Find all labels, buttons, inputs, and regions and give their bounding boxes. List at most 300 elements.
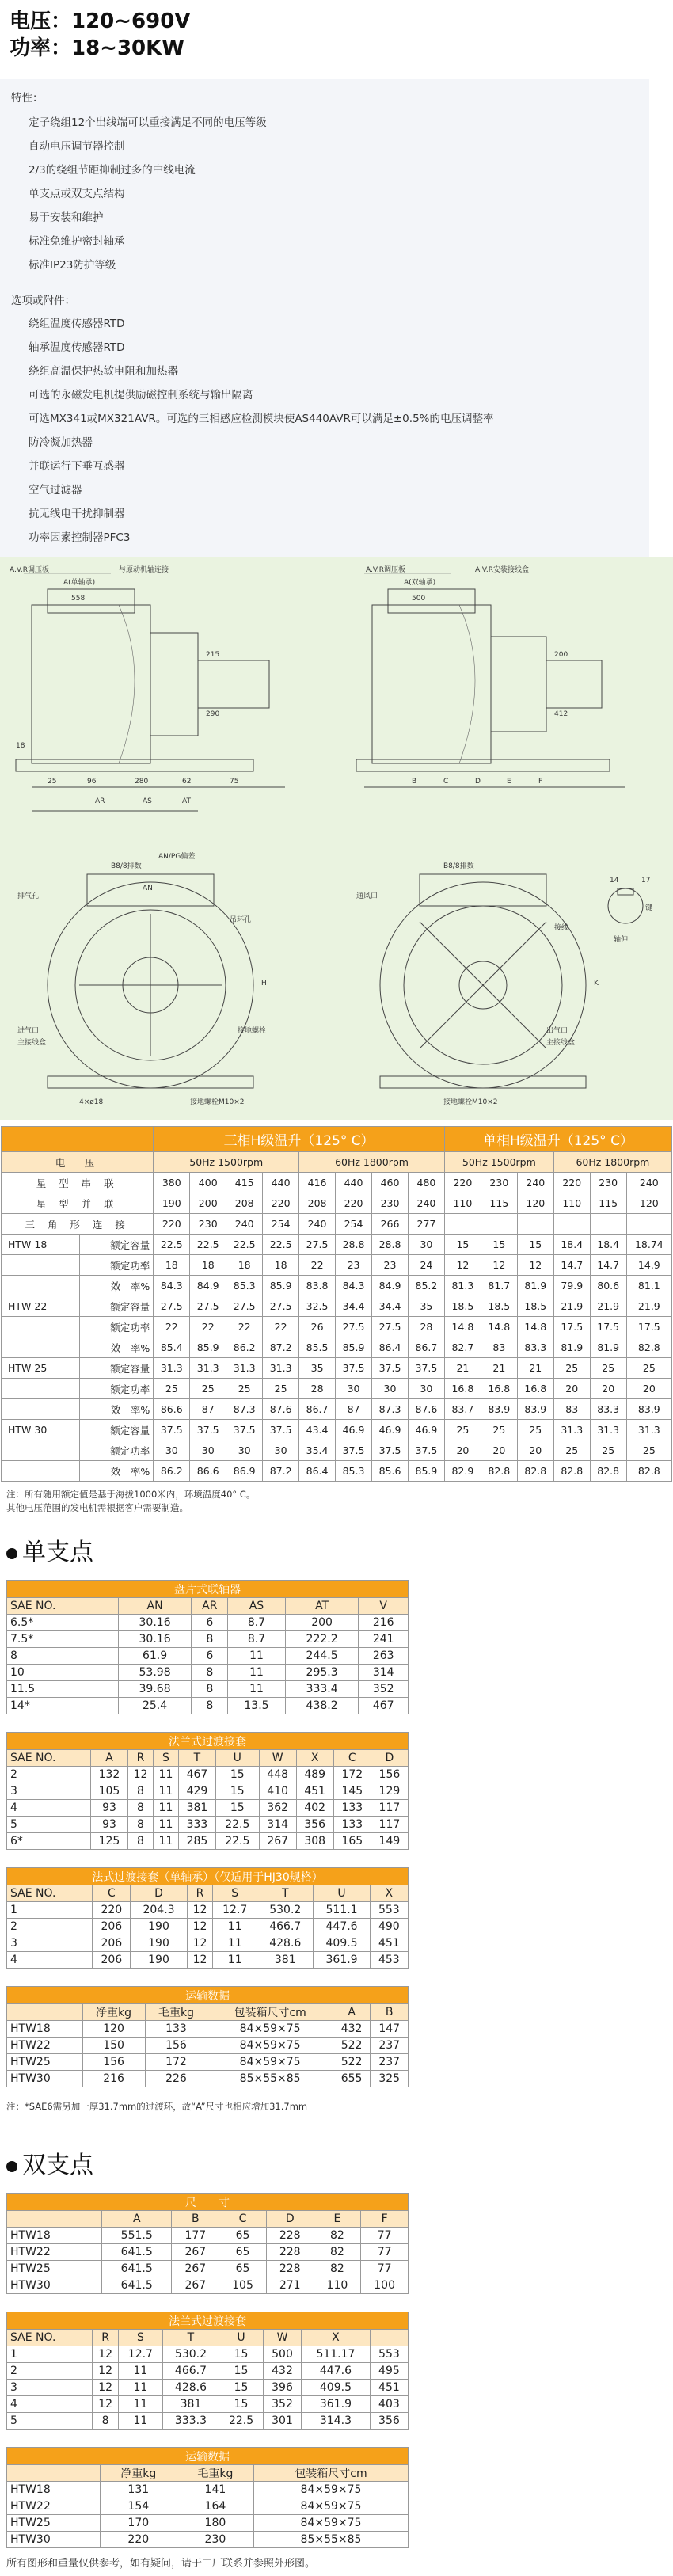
drawing-label-b8: B8/8排数 <box>111 862 142 870</box>
table-cell: 228 <box>266 2244 314 2261</box>
perf-cell: 25 <box>481 1420 517 1440</box>
perf-cell: 35 <box>408 1296 444 1317</box>
table-header-cell <box>7 2465 101 2482</box>
table-cell: 61.9 <box>118 1648 192 1665</box>
perf-cell: 85.9 <box>263 1276 299 1296</box>
perf-cell: 34.4 <box>336 1296 372 1317</box>
perf-row <box>2 1214 672 1235</box>
perf-cell: 220 <box>553 1173 590 1193</box>
perf-cell: 28 <box>408 1317 444 1337</box>
drawing-dim-412: 412 <box>554 710 568 718</box>
table-cell: 2 <box>7 1919 93 1935</box>
table-header-cell: A <box>90 1750 127 1767</box>
perf-param-label: 额定功率 <box>79 1440 153 1461</box>
perf-row <box>2 1337 672 1358</box>
perf-cell: 18 <box>226 1255 263 1276</box>
table-cell: 356 <box>370 2413 408 2430</box>
perf-cell: 25 <box>553 1440 590 1461</box>
table-header-cell: SAE NO. <box>7 2330 93 2346</box>
perf-model-blank <box>2 1399 80 1420</box>
table-cell: 8 <box>128 1833 154 1850</box>
perf-cell: 230 <box>190 1214 226 1235</box>
table-cell: 12 <box>93 2346 119 2363</box>
perf-cell <box>444 1214 481 1235</box>
table-cell: 180 <box>177 2515 253 2532</box>
perf-cell: 22.5 <box>190 1235 226 1255</box>
table-caption: 运输数据 <box>7 2448 409 2465</box>
table-row <box>7 1648 409 1665</box>
perf-param-label: 额定容量 <box>79 1235 153 1255</box>
perf-cell: 27.5 <box>372 1317 409 1337</box>
table-cell: 8 <box>192 1631 228 1648</box>
single-bearing-title-text: 单支点 <box>22 1539 93 1566</box>
table-cell: 228 <box>266 2261 314 2277</box>
perf-cell: 20 <box>517 1440 553 1461</box>
table-cell: 237 <box>371 2054 409 2071</box>
table-row <box>7 2413 409 2430</box>
perf-cell: 14.8 <box>517 1317 553 1337</box>
table-header-row <box>7 1598 409 1615</box>
table-cell: 641.5 <box>102 2244 172 2261</box>
drawing-dim-b: B <box>412 778 417 786</box>
perf-cell: 208 <box>299 1193 336 1214</box>
table-cell: 7.5* <box>7 1631 119 1648</box>
table-header-cell: AN <box>118 1598 192 1615</box>
table-cell: 267 <box>172 2277 219 2294</box>
perf-body <box>2 1173 672 1482</box>
perf-model-name: HTW 25 <box>2 1358 80 1379</box>
perf-cell: 31.3 <box>154 1358 190 1379</box>
perf-cell: 120 <box>626 1193 671 1214</box>
table-cell: HTW30 <box>7 2277 102 2294</box>
perf-cell: 240 <box>299 1214 336 1235</box>
option-item: 防冷凝加热器 <box>29 436 93 449</box>
table-caption: 运输数据 <box>7 1987 409 2004</box>
perf-cell: 18 <box>154 1255 190 1276</box>
table-header-cell: U <box>216 1750 260 1767</box>
table-header-cell: 毛重kg <box>145 2004 207 2021</box>
perf-cell: 86.4 <box>372 1337 409 1358</box>
table-cell: 53.98 <box>118 1665 192 1681</box>
table-cell: 15 <box>216 1783 260 1800</box>
perf-cell: 80.6 <box>590 1276 626 1296</box>
perf-model-blank <box>2 1276 80 1296</box>
table-header-cell: T <box>257 1885 314 1902</box>
table-caption: 法兰式过渡接套 <box>7 1733 409 1750</box>
perf-cell: 27.5 <box>190 1296 226 1317</box>
perf-cell: 31.3 <box>553 1420 590 1440</box>
table-cell: 438.2 <box>285 1698 359 1714</box>
table-cell: 77 <box>361 2261 409 2277</box>
perf-cell: 37.5 <box>408 1358 444 1379</box>
perf-freq-2: 60Hz 1800rpm <box>299 1152 445 1173</box>
table-caption: 法兰式过渡接套 <box>7 2312 409 2330</box>
table-cell: 267 <box>259 1833 296 1850</box>
table-cell: 220 <box>93 1902 131 1919</box>
perf-cell: 27.5 <box>263 1296 299 1317</box>
perf-voltage-head: 电 压 <box>2 1152 154 1173</box>
feature-item: 易于安装和维护 <box>29 211 104 224</box>
table-row <box>7 1615 409 1631</box>
perf-cell: 31.3 <box>590 1420 626 1440</box>
drawing-label-b8-2: B8/8排数 <box>443 862 474 870</box>
table-cell: 447.6 <box>302 2363 371 2380</box>
perf-cell: 85.5 <box>299 1337 336 1358</box>
table-header-row <box>7 1750 409 1767</box>
table-header-cell: S <box>118 2330 162 2346</box>
table-cell: 361.9 <box>302 2396 371 2413</box>
performance-table <box>1 1126 672 1482</box>
table-cell: 333.3 <box>162 2413 219 2430</box>
perf-cell: 12 <box>517 1255 553 1276</box>
table-cell: 530.2 <box>257 1902 314 1919</box>
perf-cell: 23 <box>372 1255 409 1276</box>
table-header-cell: X <box>296 1750 333 1767</box>
perf-cell: 18.5 <box>517 1296 553 1317</box>
perf-cell: 84.9 <box>372 1276 409 1296</box>
drawing-label-lug: 接地螺栓M10×2 <box>190 1098 245 1106</box>
table-row <box>7 2228 409 2244</box>
perf-cell: 27.5 <box>336 1317 372 1337</box>
options-title: 选项或附件： <box>11 295 75 307</box>
table-row <box>7 1767 409 1783</box>
table-header-cell: 毛重kg <box>177 2465 253 2482</box>
perf-cell: 14.8 <box>481 1317 517 1337</box>
perf-cell: 83.9 <box>481 1399 517 1420</box>
feature-item: 自动电压调节器控制 <box>29 140 125 153</box>
perf-cell: 84.9 <box>190 1276 226 1296</box>
perf-cell: 208 <box>226 1193 263 1214</box>
perf-cell: 200 <box>190 1193 226 1214</box>
table-caption: 尺 寸 <box>7 2194 409 2211</box>
table-cell: 511.1 <box>314 1902 370 1919</box>
table-cell: 105 <box>90 1783 127 1800</box>
option-item: 可选的永磁发电机提供励磁控制系统与输出隔离 <box>29 389 253 401</box>
table-cell: HTW18 <box>7 2021 83 2038</box>
table-cell: 285 <box>178 1833 215 1850</box>
table-cell: 133 <box>333 1800 371 1817</box>
perf-cell: 27.5 <box>299 1235 336 1255</box>
perf-cell: 82.8 <box>626 1461 671 1482</box>
table-cell: 177 <box>172 2228 219 2244</box>
table-header-cell: D <box>371 1750 408 1767</box>
table-cell: 12 <box>187 1952 213 1969</box>
table-caption: 盘片式联轴器 <box>7 1581 409 1598</box>
perf-cell: 83.9 <box>517 1399 553 1420</box>
table-cell: 432 <box>333 2021 371 2038</box>
perf-cell: 82.8 <box>481 1461 517 1482</box>
table-cell: 200 <box>285 1615 359 1631</box>
table-cell: 448 <box>259 1767 296 1783</box>
table-header-cell: C <box>219 2211 267 2228</box>
table-cell: 15 <box>219 2396 264 2413</box>
outline-drawing-svg <box>0 557 673 1120</box>
drawing-dim-at: AT <box>182 797 191 805</box>
table-cell: HTW22 <box>7 2038 83 2054</box>
table-cell: 241 <box>359 1631 409 1648</box>
table-cell: 333 <box>178 1817 215 1833</box>
perf-cell: 190 <box>154 1193 190 1214</box>
table-cell: HTW18 <box>7 2482 101 2498</box>
table-cell: 206 <box>93 1952 131 1969</box>
perf-cell: 20 <box>626 1379 671 1399</box>
perf-cell: 86.6 <box>190 1461 226 1482</box>
table-cell: 522 <box>333 2038 371 2054</box>
table-header-row <box>7 2465 409 2482</box>
perf-cell: 230 <box>372 1193 409 1214</box>
option-item: 可选MX341或MX321AVR。可选的三相感应检测模块使AS440AVR可以满足±0.5%的电压调整率 <box>29 413 494 425</box>
drawing-label-avr2: A.V.R调压板 <box>366 566 405 574</box>
table-cell: 12 <box>187 1935 213 1952</box>
table-row <box>7 1935 409 1952</box>
perf-cell: 37.5 <box>190 1420 226 1440</box>
perf-cell: 84.3 <box>336 1276 372 1296</box>
table-cell: 403 <box>370 2396 408 2413</box>
drawing-label-lug-small: 接地螺栓 <box>238 1027 267 1035</box>
perf-cell: 37.5 <box>226 1420 263 1440</box>
table-row <box>7 2244 409 2261</box>
perf-row <box>2 1276 672 1296</box>
perf-cell: 18 <box>263 1255 299 1276</box>
perf-cell: 27.5 <box>154 1296 190 1317</box>
table-header-cell: T <box>178 1750 215 1767</box>
table-row <box>7 1698 409 1714</box>
perf-cell: 82.9 <box>444 1461 481 1482</box>
table-cell: 120 <box>82 2021 145 2038</box>
table-row <box>7 1952 409 1969</box>
table-cell: 216 <box>82 2071 145 2087</box>
perf-cell: 30 <box>190 1440 226 1461</box>
table-cell: 314 <box>259 1817 296 1833</box>
drawing-label-pipe2: 通风口 <box>356 892 378 900</box>
table-row <box>7 1919 409 1935</box>
drawing-dim-96: 96 <box>87 778 97 786</box>
perf-cell: 240 <box>408 1193 444 1214</box>
perf-param-label: 效 率% <box>79 1337 153 1358</box>
bullet-icon <box>6 1548 17 1559</box>
perf-model-blank <box>2 1461 80 1482</box>
perf-cell: 220 <box>263 1193 299 1214</box>
table-cell: 409.5 <box>302 2380 371 2396</box>
table-cell: 267 <box>172 2261 219 2277</box>
double-bearing-title <box>6 2145 673 2180</box>
table-cell: 333.4 <box>285 1681 359 1698</box>
perf-cell: 440 <box>336 1173 372 1193</box>
table-row <box>7 1783 409 1800</box>
table-cell: 8 <box>192 1665 228 1681</box>
table-cell: 117 <box>371 1817 408 1833</box>
perf-param-label: 额定功率 <box>79 1379 153 1399</box>
table-cell: 85×55×85 <box>253 2532 408 2548</box>
drawing-label-flange: 与原动机轴连接 <box>119 566 169 574</box>
table-header-cell: SAE NO. <box>7 1885 93 1902</box>
perf-cell: 15 <box>444 1235 481 1255</box>
perf-cell <box>626 1214 671 1235</box>
perf-cell: 25 <box>626 1440 671 1461</box>
table-cell: 447.6 <box>314 1919 370 1935</box>
perf-cell: 82.8 <box>553 1461 590 1482</box>
table-header-cell: X <box>302 2330 371 2346</box>
table-cell: 429 <box>178 1783 215 1800</box>
table-header-cell: C <box>93 1885 131 1902</box>
perf-cell <box>517 1214 553 1235</box>
perf-row <box>2 1317 672 1337</box>
table-cell: 641.5 <box>102 2277 172 2294</box>
table-cell: 451 <box>370 2380 408 2396</box>
table-cell: 84×59×75 <box>253 2482 408 2498</box>
perf-cell: 87 <box>336 1399 372 1420</box>
table-cell: 15 <box>216 1800 260 1817</box>
perf-cell: 20 <box>481 1440 517 1461</box>
single-note: 注：*SAE6需另加一厚31.7mm的过渡环，故“A”尺寸也相应增加31.7mm <box>6 2101 308 2112</box>
drawing-dim-d: D <box>475 778 481 786</box>
drawing-label-ad: A(单轴承) <box>63 579 96 587</box>
drawing-label-main-box: 主接线盒 <box>17 1039 47 1047</box>
table-cell: 11 <box>153 1800 178 1817</box>
table-cell: 226 <box>145 2071 207 2087</box>
perf-cell: 37.5 <box>336 1440 372 1461</box>
table-cell: 133 <box>145 2021 207 2038</box>
perf-corner <box>2 1127 154 1152</box>
table-cell: 381 <box>257 1952 314 1969</box>
table-header-cell: X <box>370 1885 408 1902</box>
table-cell: 495 <box>370 2363 408 2380</box>
perf-cell: 27.5 <box>226 1296 263 1317</box>
bullet-icon <box>6 2161 17 2172</box>
single-ship-table <box>6 1986 409 2087</box>
drawing-label-lift: 吊环孔 <box>230 916 252 924</box>
perf-cell: 16.8 <box>517 1379 553 1399</box>
table-header-cell: S <box>153 1750 178 1767</box>
table-row <box>7 2498 409 2515</box>
options-list <box>11 312 649 550</box>
table-cell: 8 <box>7 1648 119 1665</box>
table-cell: 263 <box>359 1648 409 1665</box>
perf-cell: 37.5 <box>263 1420 299 1440</box>
table-cell: 11 <box>228 1681 286 1698</box>
perf-cell: 87.6 <box>263 1399 299 1420</box>
table-cell: 164 <box>177 2498 253 2515</box>
table-header-cell: D <box>266 2211 314 2228</box>
perf-cell: 25 <box>590 1440 626 1461</box>
double-dims-table <box>6 2193 409 2294</box>
perf-model-name: HTW 18 <box>2 1235 80 1255</box>
table-cell: 228 <box>266 2228 314 2244</box>
table-cell: 15 <box>219 2380 264 2396</box>
perf-cell: 87.2 <box>263 1337 299 1358</box>
table-cell: 204.3 <box>131 1902 187 1919</box>
table-cell: 156 <box>371 1767 408 1783</box>
perf-group2-title: 单相H级温升（125° C） <box>444 1127 671 1152</box>
drawing-dim-an: AN <box>143 885 153 892</box>
table-cell: 402 <box>296 1800 333 1817</box>
table-cell: 30.16 <box>118 1631 192 1648</box>
table-cell: 5 <box>7 2413 93 2430</box>
perf-cell: 85.4 <box>154 1337 190 1358</box>
table-cell: 381 <box>178 1800 215 1817</box>
drawing-dim-17: 17 <box>641 877 651 885</box>
perf-cell: 81.7 <box>481 1276 517 1296</box>
perf-cell: 25 <box>626 1358 671 1379</box>
perf-cell: 85.9 <box>336 1337 372 1358</box>
table-cell: 325 <box>371 2071 409 2087</box>
option-item: 空气过滤器 <box>29 484 82 497</box>
table-cell: 206 <box>93 1919 131 1935</box>
table-cell: 154 <box>100 2498 177 2515</box>
perf-param-label: 额定容量 <box>79 1358 153 1379</box>
perf-cell: 12 <box>444 1255 481 1276</box>
table-cell: 11 <box>153 1767 178 1783</box>
perf-note-line2: 其他电压范围的发电机需根据客户需要制造。 <box>6 1502 188 1513</box>
table-cell: 352 <box>359 1681 409 1698</box>
perf-cell: 220 <box>154 1214 190 1235</box>
table-cell: 12.7 <box>213 1902 257 1919</box>
table-row <box>7 2363 409 2380</box>
table-cell: 432 <box>263 2363 301 2380</box>
perf-cell: 25 <box>190 1379 226 1399</box>
table-header-row <box>7 2211 409 2228</box>
perf-cell: 415 <box>226 1173 263 1193</box>
perf-cell: 254 <box>336 1214 372 1235</box>
perf-cell: 277 <box>408 1214 444 1235</box>
perf-model-name: HTW 30 <box>2 1420 80 1440</box>
table-cell: 165 <box>333 1833 371 1850</box>
perf-row-label: 星 型 并 联 <box>2 1193 154 1214</box>
table-cell: 84×59×75 <box>207 2021 333 2038</box>
table-cell: 641.5 <box>102 2261 172 2277</box>
table-cell: 237 <box>371 2038 409 2054</box>
perf-param-label: 额定功率 <box>79 1255 153 1276</box>
table-cell: 82 <box>314 2261 361 2277</box>
double-bearing-title-text: 双支点 <box>22 2152 93 2179</box>
perf-cell: 22.5 <box>154 1235 190 1255</box>
perf-cell: 87.3 <box>372 1399 409 1420</box>
table-row <box>7 1681 409 1698</box>
perf-row <box>2 1461 672 1482</box>
perf-param-label: 效 率% <box>79 1461 153 1482</box>
perf-cell: 18.74 <box>626 1235 671 1255</box>
table-header-cell <box>7 2211 102 2228</box>
table-cell: 271 <box>266 2277 314 2294</box>
perf-cell: 37.5 <box>372 1440 409 1461</box>
table-cell: 301 <box>263 2413 301 2430</box>
perf-cell: 86.4 <box>299 1461 336 1482</box>
perf-cell: 18.5 <box>444 1296 481 1317</box>
table-cell: 6* <box>7 1833 91 1850</box>
table-row <box>7 1665 409 1681</box>
drawing-dim-200: 200 <box>554 651 568 659</box>
perf-cell: 20 <box>444 1440 481 1461</box>
perf-cell: 24 <box>408 1255 444 1276</box>
perf-cell: 86.2 <box>154 1461 190 1482</box>
perf-cell: 32.5 <box>299 1296 336 1317</box>
table-cell: 150 <box>82 2038 145 2054</box>
table-cell: 25.4 <box>118 1698 192 1714</box>
table-row <box>7 2482 409 2498</box>
coupling-table <box>6 1580 409 1714</box>
perf-cell: 115 <box>481 1193 517 1214</box>
perf-cell: 87.3 <box>226 1399 263 1420</box>
perf-model-blank <box>2 1440 80 1461</box>
table-header-cell: F <box>361 2211 409 2228</box>
perf-row <box>2 1358 672 1379</box>
perf-cell: 86.6 <box>154 1399 190 1420</box>
perf-cell: 28 <box>299 1379 336 1399</box>
perf-freq-4: 60Hz 1800rpm <box>553 1152 671 1173</box>
drawing-label-main-box2: 主接线盒 <box>546 1039 576 1047</box>
perf-cell: 110 <box>444 1193 481 1214</box>
header <box>0 0 673 62</box>
